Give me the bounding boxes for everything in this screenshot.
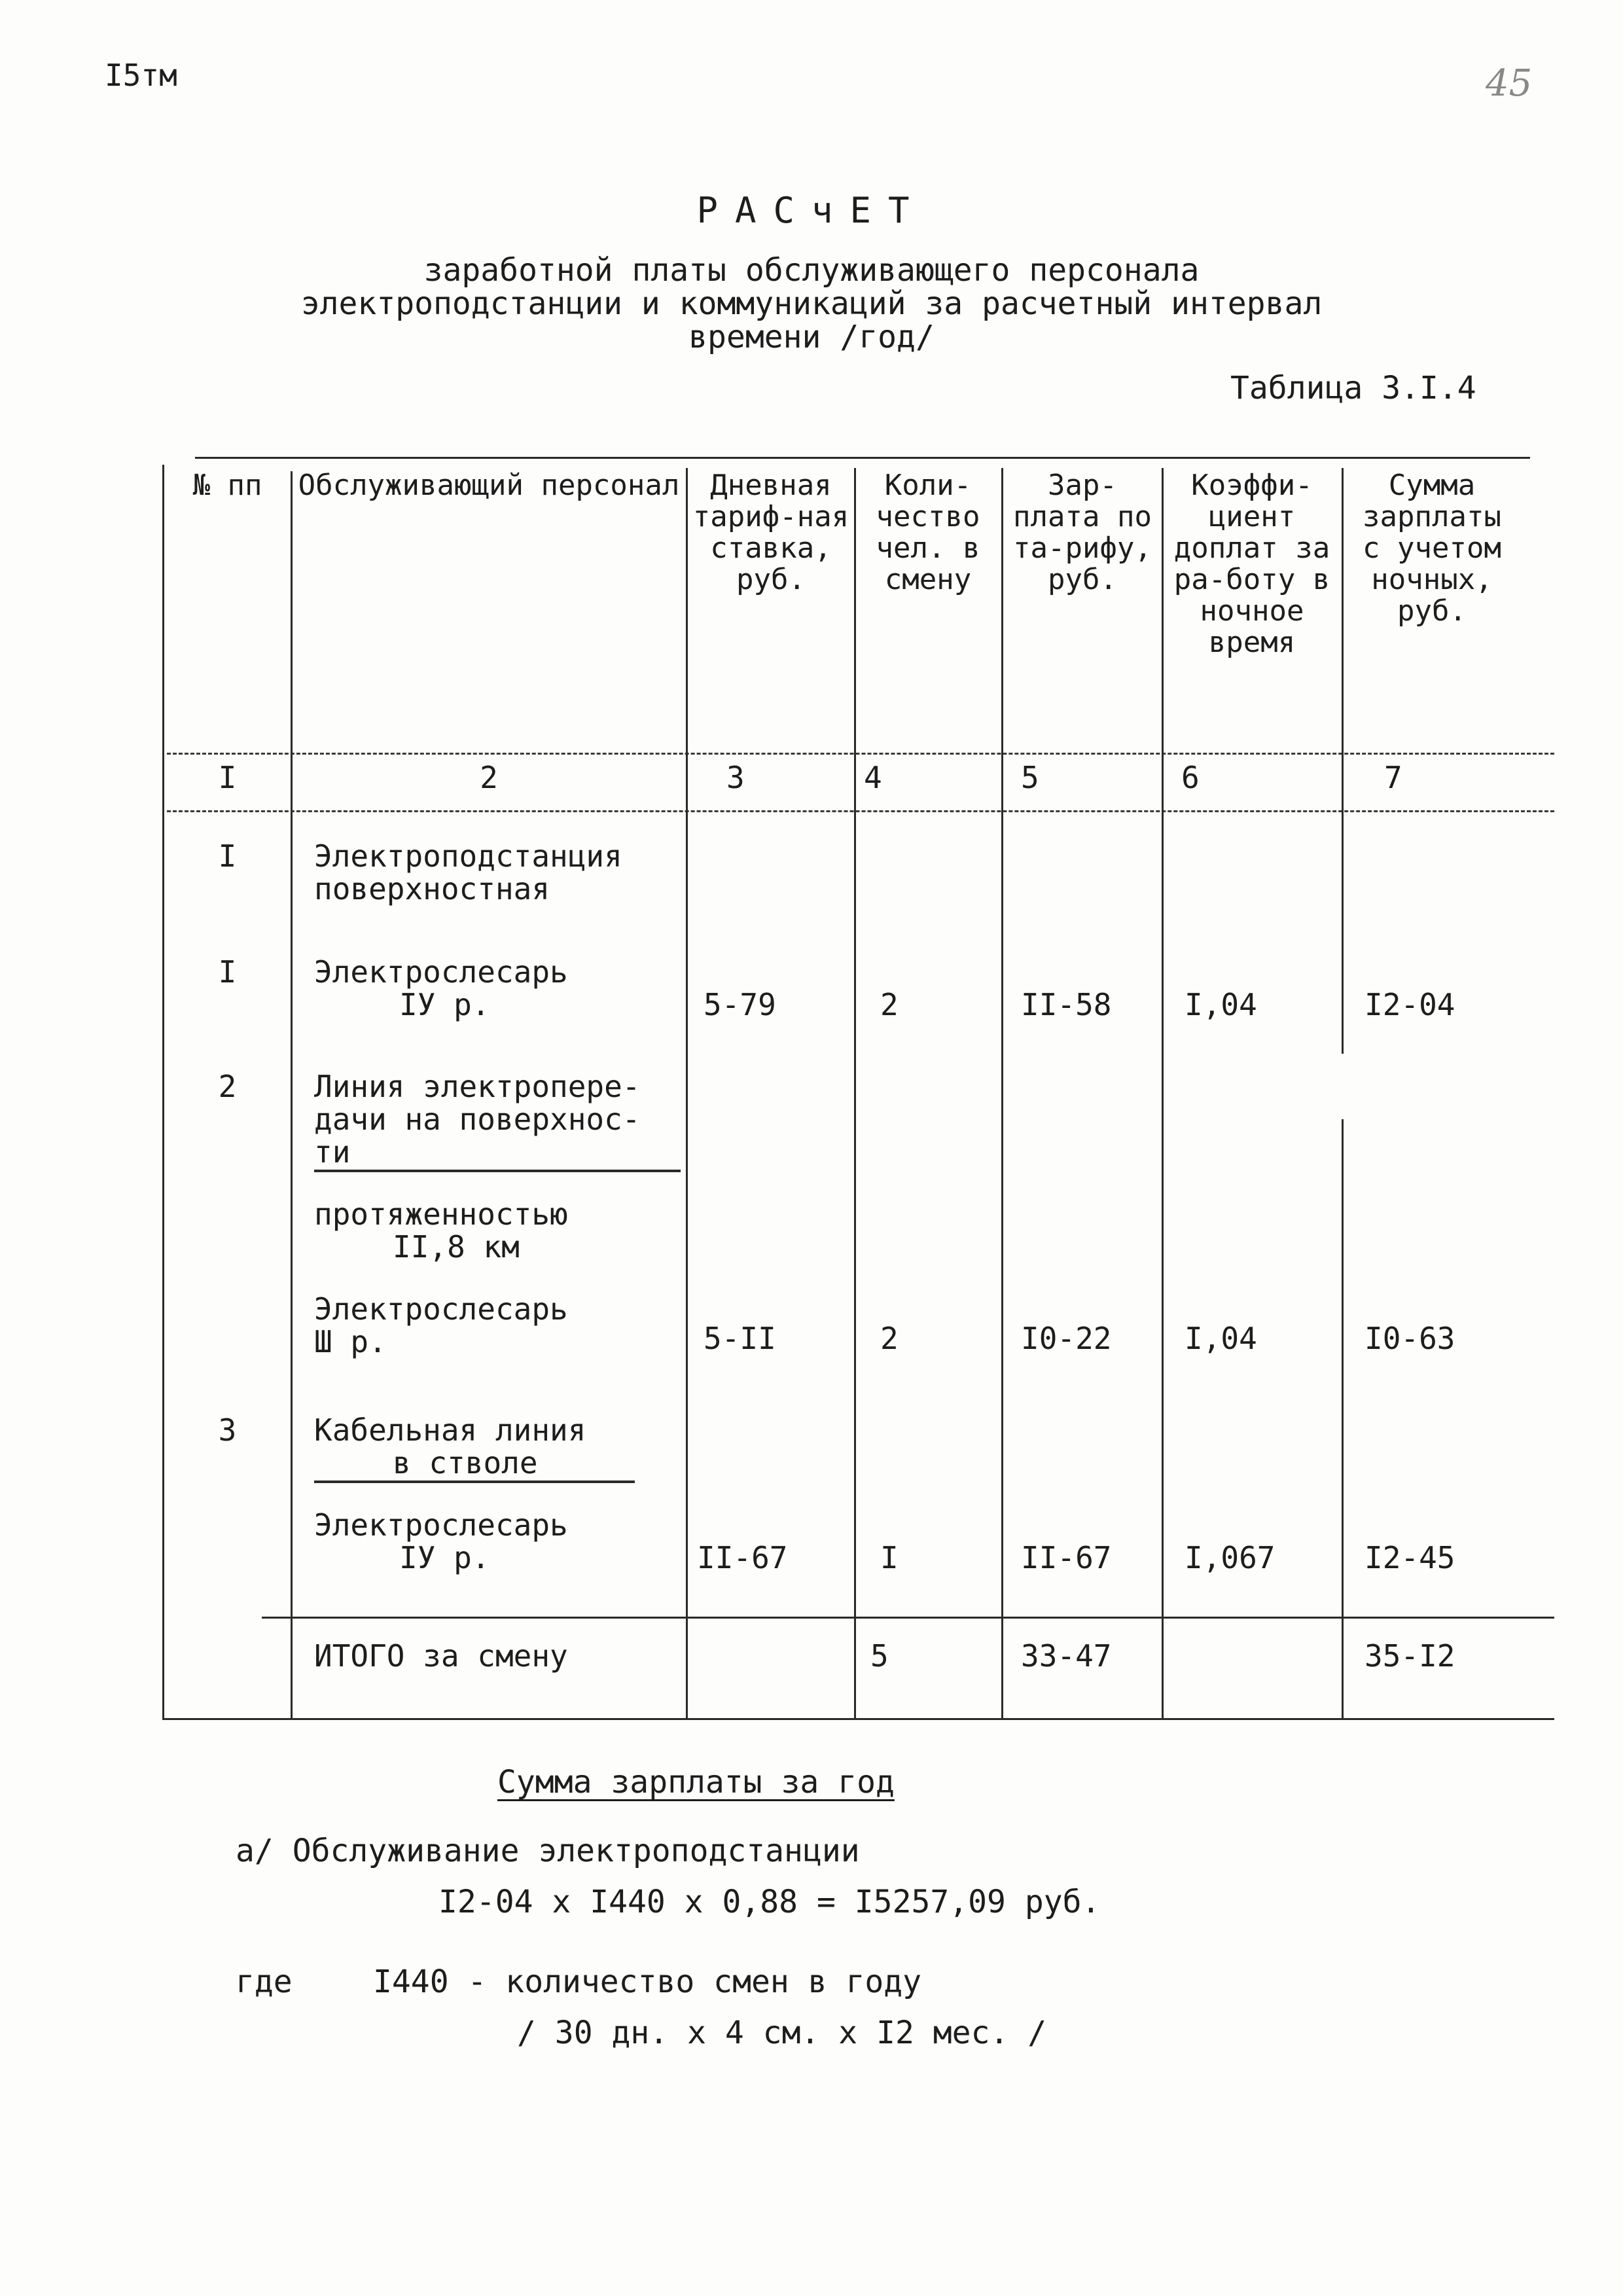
- colnum-7: 7: [1384, 760, 1402, 795]
- colnum-4: 4: [864, 760, 882, 795]
- row-rate: II-67: [697, 1540, 788, 1575]
- total-pay: 33-47: [1021, 1638, 1112, 1674]
- row-name-line: Электрослесарь: [314, 1291, 568, 1327]
- total-rule: [262, 1617, 1554, 1619]
- header-pay: Зар-плата по та-рифу, руб.: [1013, 469, 1152, 596]
- subtitle-line-3: времени /год/: [688, 319, 935, 355]
- col-border-1: [291, 471, 293, 1718]
- row-name: [314, 1293, 568, 1358]
- subtitle-line-1: заработной платы обслуживающего персонала: [423, 252, 1200, 289]
- document-subtitle: [0, 254, 1623, 354]
- colnum-rule: [167, 810, 1554, 812]
- page-number: 45: [1486, 62, 1533, 105]
- row-name: [314, 1414, 635, 1483]
- row-sum: I0-63: [1364, 1321, 1455, 1356]
- header-personnel: Обслуживающий персонал: [298, 469, 680, 502]
- header-rule: [167, 753, 1554, 755]
- row-rate: 5-79: [704, 987, 776, 1022]
- row-name-line: Электроподстанция: [314, 838, 622, 874]
- row-count: 2: [880, 1321, 899, 1356]
- row-pay: II-58: [1021, 987, 1112, 1022]
- row-sum: I2-04: [1364, 987, 1455, 1022]
- row-name-line: поверхностная: [314, 871, 550, 906]
- row-name: [314, 1198, 568, 1263]
- row-num: I: [218, 838, 237, 874]
- colnum-2: 2: [480, 760, 498, 795]
- row-count: 2: [880, 987, 899, 1022]
- summary-heading: Сумма зарплаты за год: [497, 1764, 895, 1801]
- row-pay: II-67: [1021, 1540, 1112, 1575]
- table-bottom-rule: [162, 1718, 1554, 1720]
- header-num: № пп: [192, 469, 262, 502]
- row-count: I: [880, 1540, 899, 1575]
- row-name: [314, 840, 622, 905]
- row-name: [314, 1509, 568, 1574]
- header-coef: Коэффи-циент доплат за ра-боту в ночное время: [1173, 469, 1330, 659]
- row-name-line: IУ р.: [399, 1540, 490, 1575]
- row-name-line: II,8 км: [393, 1229, 520, 1265]
- colnum-3: 3: [726, 760, 745, 795]
- row-name-line: ти: [314, 1136, 681, 1172]
- row-sum: I2-45: [1364, 1540, 1455, 1575]
- row-name: [314, 956, 568, 1021]
- row-name-line: Линия электропере-: [314, 1069, 641, 1104]
- colnum-5: 5: [1021, 760, 1039, 795]
- col-border-2: [686, 468, 688, 1718]
- col-border-3: [854, 468, 856, 1718]
- header-rate: Дневная тариф-ная ставка, руб.: [692, 469, 849, 596]
- row-name-line: протяженностью: [314, 1196, 568, 1232]
- colnum-1: I: [218, 760, 237, 795]
- total-sum: 35-I2: [1364, 1638, 1455, 1674]
- row-coef: I,04: [1185, 987, 1257, 1022]
- row-coef: I,04: [1185, 1321, 1257, 1356]
- summary-where-text: I440 - количество смен в году: [373, 1964, 922, 2000]
- table-top-rule: [195, 457, 1530, 459]
- row-num: 2: [218, 1069, 237, 1104]
- document-code: I5тм: [105, 58, 177, 93]
- subtitle-line-2: электроподстанции и коммуникаций за расчетный интервал: [300, 285, 1323, 322]
- row-name-line: Электрослесарь: [314, 1507, 568, 1543]
- row-name-line: IУ р.: [399, 987, 490, 1022]
- summary-where-detail: / 30 дн. х 4 см. х I2 мес. /: [517, 2015, 1047, 2051]
- table-label: Таблица 3.I.4: [1230, 370, 1476, 406]
- row-name-line: Электрослесарь: [314, 954, 568, 990]
- col-border-left: [162, 465, 164, 1720]
- total-count: 5: [870, 1638, 889, 1674]
- row-name-line: Ш р.: [314, 1324, 387, 1359]
- header-count: Коли-чество чел. в смену: [876, 469, 980, 596]
- row-name-line: дачи на поверхнос-: [314, 1102, 641, 1137]
- row-num: I: [218, 954, 237, 990]
- row-rate: 5-II: [704, 1321, 776, 1356]
- row-name: [314, 1070, 681, 1172]
- row-name-line: Кабельная линия: [314, 1412, 586, 1448]
- row-coef: I,067: [1185, 1540, 1275, 1575]
- col-border-5: [1162, 468, 1164, 1718]
- summary-where-label: где: [236, 1964, 293, 2000]
- col-border-6b: [1342, 1119, 1344, 1718]
- row-num: 3: [218, 1412, 237, 1448]
- summary-formula: I2-04 х I440 х 0,88 = I5257,09 руб.: [438, 1884, 1101, 1920]
- summary-item-a: а/ Обслуживание электроподстанции: [236, 1833, 860, 1869]
- document-title: РАСчЕТ: [696, 190, 927, 231]
- row-name-line: в стволе: [314, 1446, 635, 1483]
- row-pay: I0-22: [1021, 1321, 1112, 1356]
- colnum-6: 6: [1181, 760, 1200, 795]
- header-sum: Сумма зарплаты с учетом ночных, руб.: [1363, 469, 1501, 628]
- total-label: ИТОГО за смену: [314, 1638, 568, 1674]
- col-border-4: [1001, 468, 1003, 1718]
- col-border-6a: [1342, 468, 1344, 1054]
